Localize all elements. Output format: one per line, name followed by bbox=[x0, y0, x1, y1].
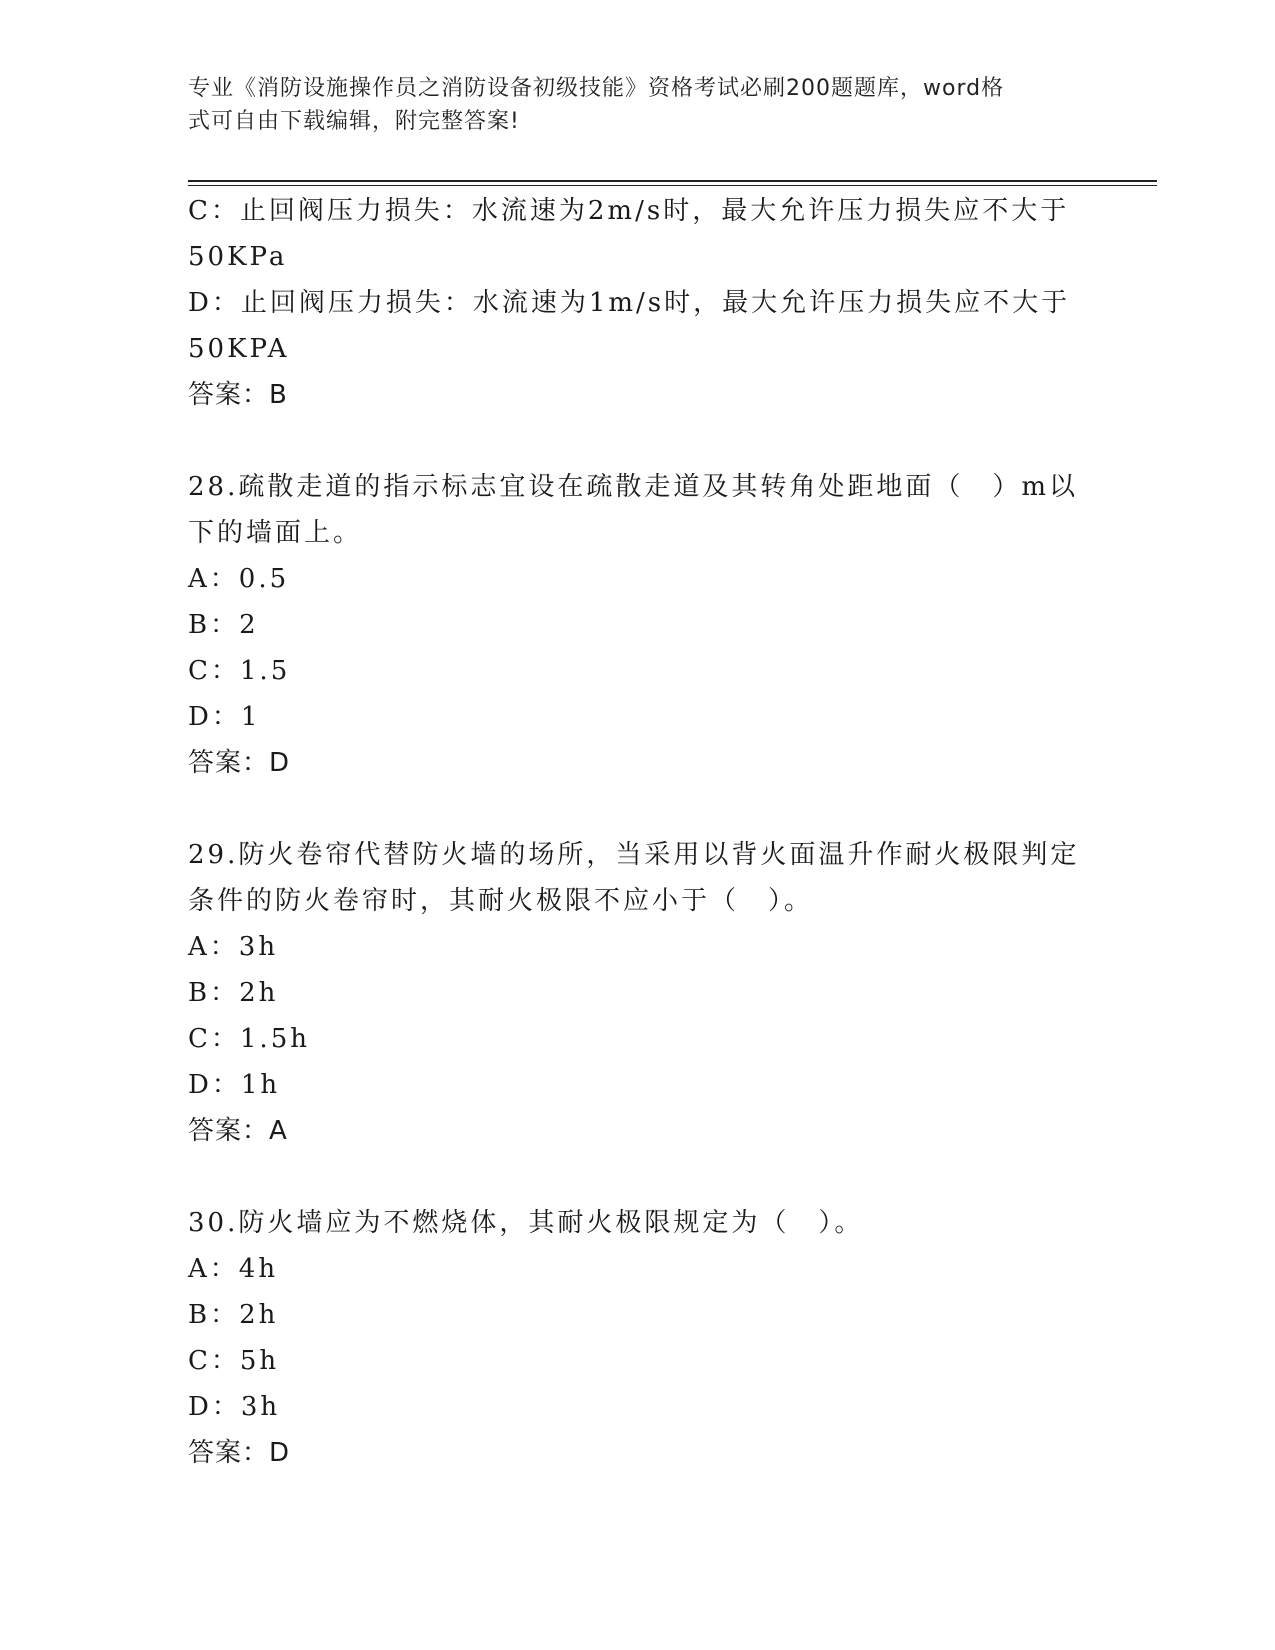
answer: 答案：D bbox=[188, 1438, 291, 1468]
question-stem: 30.防火墙应为不燃烧体，其耐火极限规定为（ ）。 bbox=[188, 1208, 864, 1238]
option-a: A：3h bbox=[188, 932, 279, 962]
option-c: C：1.5 bbox=[188, 656, 291, 686]
option-b: B：2 bbox=[188, 610, 259, 640]
option-a: A：4h bbox=[188, 1254, 279, 1284]
question-30 bbox=[188, 1200, 1088, 1476]
document-header bbox=[188, 72, 1068, 138]
header-line-2: 式可自由下载编辑，附完整答案! bbox=[188, 109, 520, 134]
option-c-continued: 50KPa bbox=[188, 242, 288, 272]
answer: 答案：D bbox=[188, 748, 291, 778]
option-b: B：2h bbox=[188, 978, 279, 1008]
spacer bbox=[188, 418, 1088, 464]
option-c: C：5h bbox=[188, 1346, 280, 1376]
option-a: A：0.5 bbox=[188, 564, 290, 594]
option-d: D：3h bbox=[188, 1392, 281, 1422]
question-28 bbox=[188, 464, 1088, 786]
question-stem-continued: 下的墙面上。 bbox=[188, 518, 363, 548]
question-stem: 29.防火卷帘代替防火墙的场所，当采用以背火面温升作耐火极限判定 bbox=[188, 840, 1080, 870]
option-d: D：1h bbox=[188, 1070, 281, 1100]
question-29 bbox=[188, 832, 1088, 1154]
header-rule-thin bbox=[188, 185, 1157, 186]
answer: 答案：B bbox=[188, 380, 288, 410]
spacer bbox=[188, 786, 1088, 832]
option-d-continued: 50KPA bbox=[188, 334, 290, 364]
option-d: D：1 bbox=[188, 702, 261, 732]
option-c: C：1.5h bbox=[188, 1024, 310, 1054]
answer: 答案：A bbox=[188, 1116, 288, 1146]
document-body bbox=[188, 188, 1088, 1476]
option-b: B：2h bbox=[188, 1300, 279, 1330]
option-d: D：止回阀压力损失：水流速为1m/s时，最大允许压力损失应不大于 bbox=[188, 288, 1071, 318]
option-c: C：止回阀压力损失：水流速为2m/s时，最大允许压力损失应不大于 bbox=[188, 196, 1070, 226]
header-rule-thick bbox=[188, 180, 1157, 182]
question-stem-continued: 条件的防火卷帘时，其耐火极限不应小于（ ）。 bbox=[188, 886, 814, 916]
spacer bbox=[188, 1154, 1088, 1200]
question-27-continued bbox=[188, 188, 1088, 418]
question-stem: 28.疏散走道的指示标志宜设在疏散走道及其转角处距地面（ ）m以 bbox=[188, 472, 1079, 502]
header-line-1: 专业《消防设施操作员之消防设备初级技能》资格考试必刷200题题库，word格 bbox=[188, 76, 1005, 101]
